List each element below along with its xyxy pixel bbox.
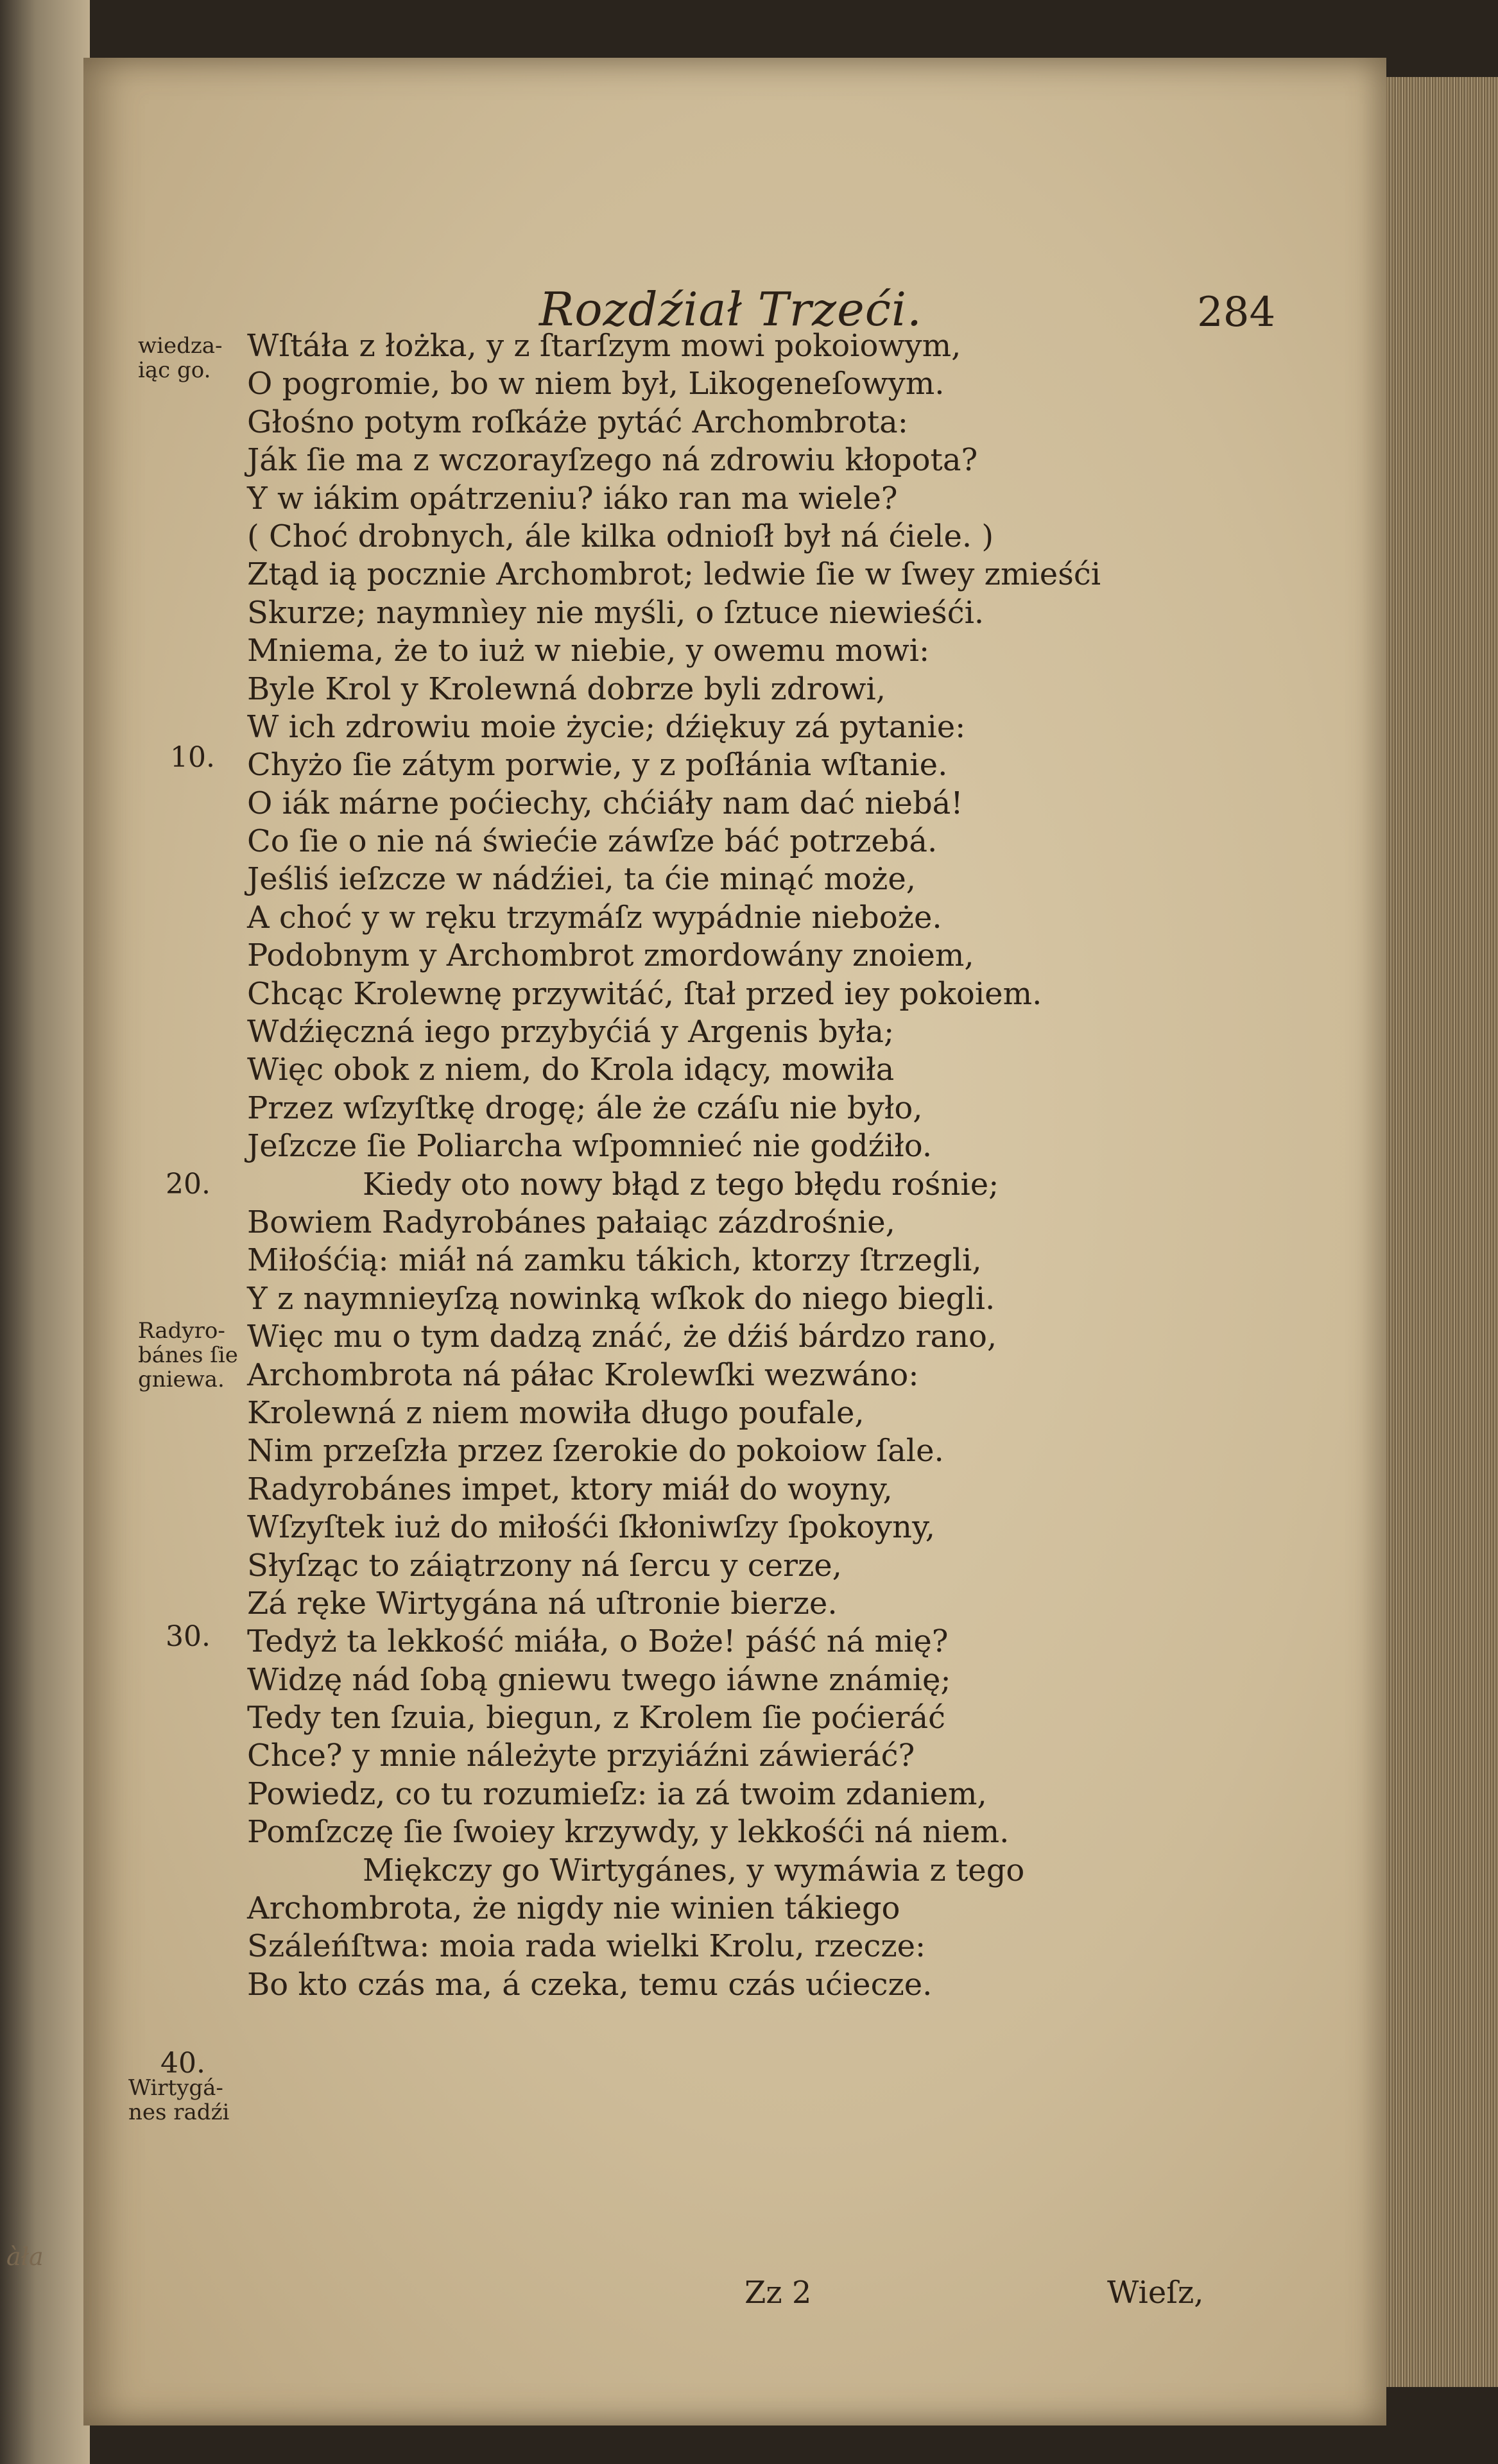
verse-line: Bowiem Radyrobánes pałaiąc zázdrośnie, (247, 1204, 895, 1240)
verse-line: Miłośćią: miáł ná zamku tákich, ktorzy ſtrzegli, (247, 1242, 982, 1279)
side-note-wiedzac: wiedza- iąc go. (138, 333, 223, 383)
verse-line: Chcąc Krolewnę przywitáć, ſtał przed iey pokoiem. (247, 975, 1042, 1012)
verse-line: Jeśliś ieſzcze w nádźiei, ta ćie minąć może, (247, 861, 917, 898)
verse-line: A choć y w ręku trzymáſz wypádnie nieboże. (247, 899, 942, 936)
verse-line: Co ſie o nie ná świećie záwſze báć potrzebá. (247, 823, 938, 860)
verse-line: Tedy ten ſzuia, biegun, z Krolem ſie poćieráć (247, 1700, 945, 1736)
verse-line: ( Choć drobnych, ále kilka odnioſł był ná ćiele. ) (247, 518, 994, 554)
verse-line: Wdźięczná iego przybyćiá y Argenis była; (247, 1014, 895, 1050)
verse-line: Wſzyſtek iuż do miłośći ſkłoniwſzy ſpokoyny, (247, 1509, 935, 1546)
verse-line: Kiedy oto nowy błąd z tego błędu rośnie; (363, 1166, 999, 1202)
verse-line: W ich zdrowiu moie życie; dźiękuy zá pytanie: (247, 708, 966, 745)
left-page-fragment: àła (6, 2243, 44, 2271)
verse-line: Ják ſie ma z wczorayſzego ná zdrowiu kłopota? (247, 442, 978, 479)
verse-line: Głośno potym roſkáże pytáć Archombrota: (247, 404, 908, 440)
verse-line: Widzę nád ſobą gniewu twego iáwne známię; (247, 1661, 951, 1698)
verse-line: Y w iákim opátrzeniu? iáko ran ma wiele? (247, 480, 898, 517)
verse-line: Krolewná z niem mowiła długo poufale, (247, 1394, 865, 1431)
verse-line: Jeſzcze ſie Poliarcha wſpomnieć nie godźiło. (247, 1128, 933, 1165)
verse-line: Ztąd ią pocznie Archombrot; ledwie ſie w ſwey zmieśći (247, 556, 1101, 593)
verse-line: Chce? y mnie náleżyte przyiáźni záwieráć? (247, 1738, 915, 1774)
verse-line: Pomſzczę ſie ſwoiey krzywdy, y lekkośći ná niem. (247, 1814, 1010, 1851)
verse-line: O iák márne poćiechy, chćiáły nam dać niebá! (247, 785, 963, 821)
line-number-30: 30. (166, 1620, 211, 1653)
line-number-10: 10. (170, 741, 215, 774)
verse-line: Wſtáła z łożka, y z ſtarſzym mowi pokoiowym, (247, 328, 961, 364)
verse-line: Y z naymnieyſzą nowinką wſkok do niego biegli. (247, 1280, 995, 1317)
verse-line: Archombrota ná páłac Krolewſki wezwáno: (247, 1356, 919, 1393)
verse-line: Száleńſtwa: moia rada wielki Krolu, rzecze: (247, 1928, 926, 1965)
verse-line: Więc mu o tym dadzą znáć, że dźiś bárdzo rano, (247, 1319, 997, 1355)
verse-line: Podobnym y Archombrot zmordowány znoiem, (247, 937, 974, 974)
side-note-radyrobanes: Radyro- bánes ſie gniewa. (138, 1318, 238, 1392)
line-number-40: 40. (160, 2047, 205, 2080)
verse-line: Tedyż ta lekkość miáła, o Boże! páść ná mię? (247, 1623, 949, 1660)
verse-line: Bo kto czás ma, á czeka, temu czás ućiecze. (247, 1966, 933, 2003)
verse-line: Nim przeſzła przez ſzerokie do pokoiow ſale. (247, 1433, 944, 1469)
signature-mark: Zz 2 (745, 2275, 812, 2311)
verse-line: Radyrobánes impet, ktory miáł do woyny, (247, 1471, 893, 1507)
verse-line: Więc obok z niem, do Krola idący, mowiła (247, 1052, 895, 1088)
running-head: Rozdźiał Trzeći. (539, 282, 922, 336)
verse-line: Skurze; naymnìey nie myśli, o ſztuce niewieśći. (247, 594, 985, 631)
page-number: 284 (1197, 289, 1276, 336)
poem-text (247, 327, 1377, 2004)
book-page-stack-edge (1380, 77, 1498, 2387)
verse-line: Mniema, że to iuż w niebie, y owemu mowi: (247, 633, 930, 669)
side-note-wirtyganes: Wirtygá- nes radźi (128, 2075, 230, 2125)
verse-line: Archombrota, że nigdy nie winien tákiego (247, 1890, 900, 1927)
verse-line: Przez wſzyſtkę drogę; ále że czáſu nie było, (247, 1090, 923, 1126)
verse-line: O pogromie, bo w niem był, Likogeneſowym. (247, 366, 945, 402)
line-number-20: 20. (166, 1168, 211, 1201)
verse-line: Chyżo ſie zátym porwie, y z poſłánia wſtanie. (247, 747, 948, 783)
verse-line: Byle Krol y Krolewná dobrze byli zdrowi, (247, 671, 886, 707)
verse-line: Miękczy go Wirtygánes, y wymáwia z tego (363, 1852, 1025, 1888)
verse-line: Zá ręke Wirtygána ná uſtronie bierze. (247, 1585, 838, 1621)
book-left-page-edge (0, 0, 90, 2464)
catchword: Wieſz, (1107, 2275, 1204, 2311)
verse-line: Słyſząc to záiątrzony ná ſercu y cerze, (247, 1547, 842, 1584)
verse-line: Powiedz, co tu rozumieſz: ia zá twoim zdaniem, (247, 1775, 987, 1812)
